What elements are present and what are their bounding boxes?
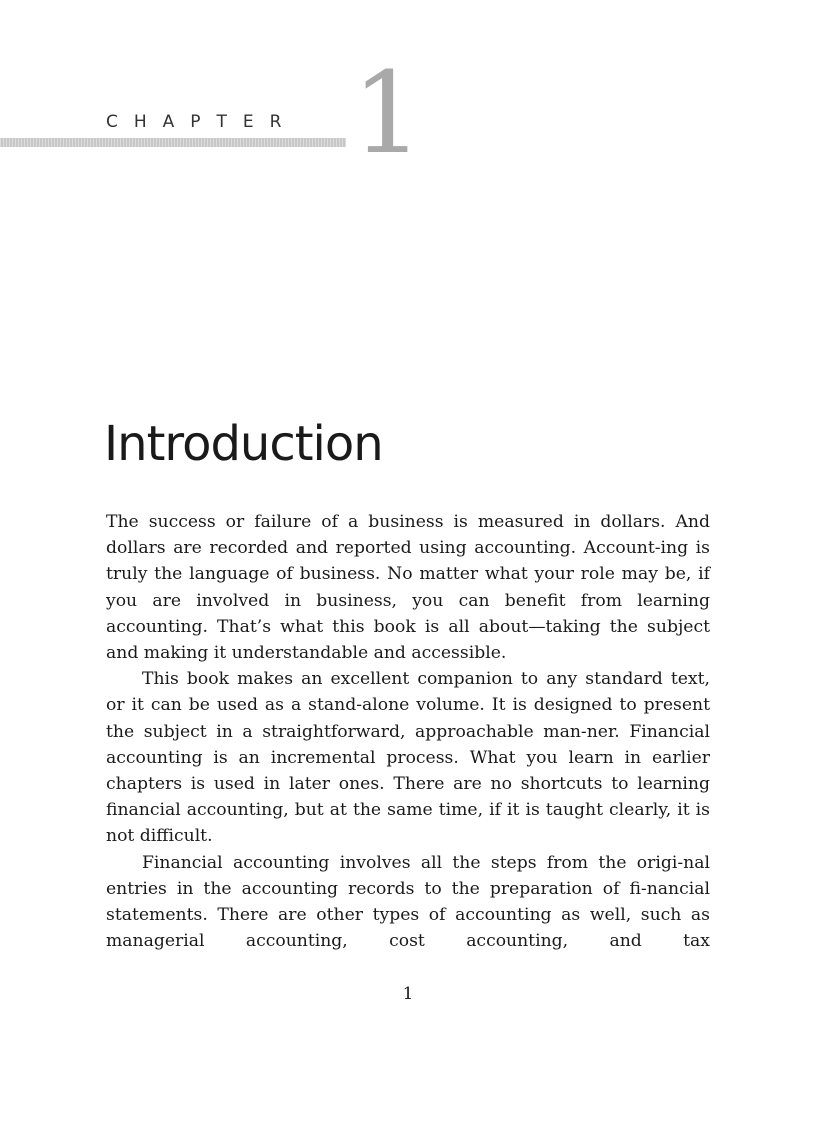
paragraph-2: This book makes an excellent companion to any standard text, or it can be used as a stand-alone volume. It is designed to present the subject in a straightforward, approachable man-ner. Financial accounting is an incremental process. What you learn in earlier chapters is used in later ones. There are no shortcuts to learning financial accounting, but at the same time, if it is taught clearly, it is not difficult. — [106, 669, 710, 847]
chapter-label: CHAPTER — [106, 112, 298, 132]
page-title: Introduction — [104, 416, 383, 472]
paragraph-3: Financial accounting involves all the steps from the origi-nal entries in the accounting records to the preparation of fi-nancial statements. There are other types of accounting as well, such as managerial accounting, cost accounting, and tax — [106, 852, 710, 952]
body-text — [106, 509, 710, 954]
chapter-rule — [0, 138, 346, 147]
paragraph-1: The success or failure of a business is measured in dollars. And dollars are recorded and reported using accounting. Account-ing is truly the language of business. No matter what your role may be, if you are involved in business, you can benefit from learning accounting. That’s what this book is all about—taking the subject and making it understandable and accessible. — [106, 512, 710, 664]
chapter-number: 1 — [352, 49, 424, 179]
page-number: 1 — [402, 984, 414, 1004]
